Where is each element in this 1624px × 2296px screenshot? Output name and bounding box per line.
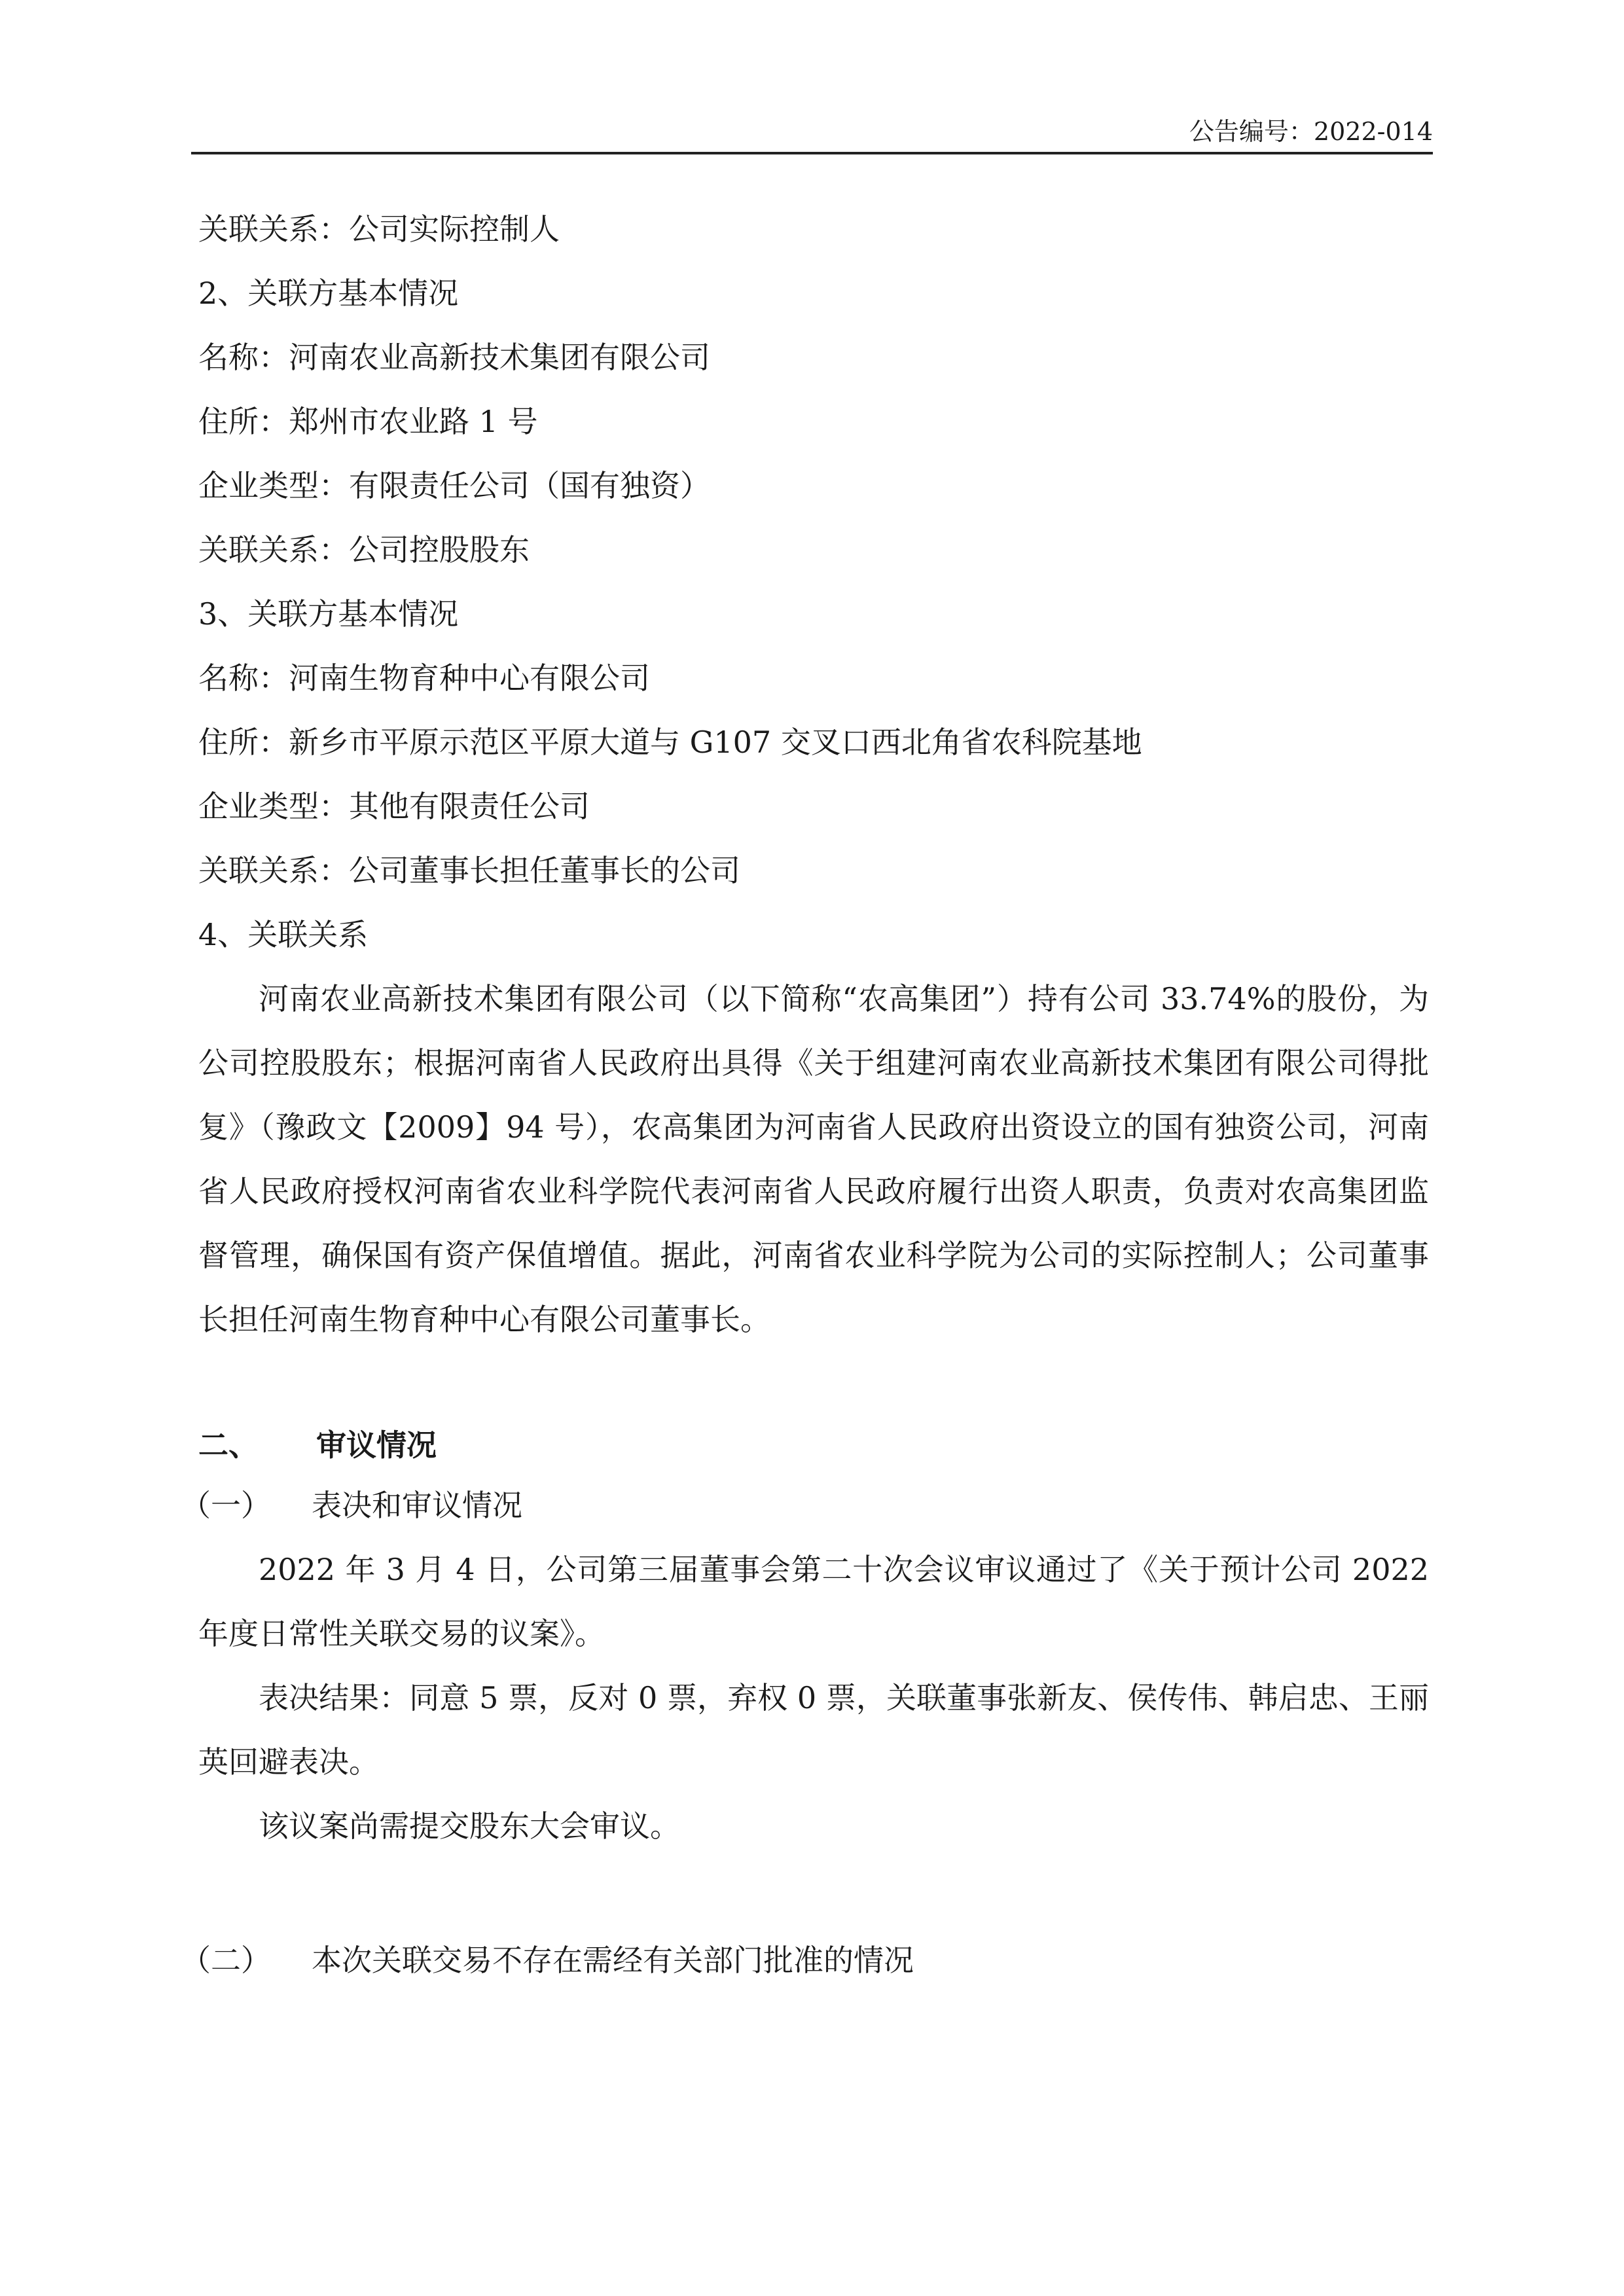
review-paragraph-2: 表决结果：同意 5 票，反对 0 票，弃权 0 票，关联董事张新友、侯传伟、韩启忠、王丽英回避表决。 (198, 1680, 1429, 1780)
party-3-type: 企业类型：其他有限责任公司 (198, 789, 590, 824)
review-paragraph-3: 该议案尚需提交股东大会审议。 (259, 1808, 680, 1844)
relation-line-1: 关联关系：公司实际控制人 (198, 211, 560, 247)
party-2-heading: 2、关联方基本情况 (198, 276, 459, 311)
party-2-address: 住所：郑州市农业路 1 号 (198, 404, 538, 439)
party-3-heading: 3、关联方基本情况 (198, 596, 459, 632)
party-2-relation: 关联关系：公司控股股东 (198, 532, 530, 567)
subsection-1-label: 表决和审议情况 (312, 1488, 522, 1523)
party-3-address: 住所：新乡市平原示范区平原大道与 G107 交叉口西北角省农科院基地 (198, 725, 1142, 760)
section-2-number: 二、 (198, 1427, 259, 1463)
party-3-relation: 关联关系：公司董事长担任董事长的公司 (198, 853, 740, 888)
party-2-name: 名称：河南农业高新技术集团有限公司 (198, 340, 710, 375)
subsection-2-title (181, 1939, 914, 1981)
subsection-1-title (181, 1484, 522, 1526)
section-2-label: 审议情况 (316, 1427, 437, 1463)
relation-paragraph: 河南农业高新技术集团有限公司（以下简称“农高集团”）持有公司 33.74%的股份，为公司控股股东；根据河南省人民政府出具得《关于组建河南农业高新技术集团有限公司得批复》（豫政文【2009】94 号），农高集团为河南省人民政府出资设立的国有独资公司，河南省人民政府授权河南省农业科学院代表河南省人民政府履行出资人职责，负责对农高集团监督管理，确保国有资产保值增值。据此，河南省农业科学院为公司的实际控制人；公司董事长担任河南生物育种中心有限公司董事长。 (198, 981, 1429, 1337)
section-2-title (198, 1424, 437, 1466)
party-3-name: 名称：河南生物育种中心有限公司 (198, 660, 650, 696)
header-divider (191, 152, 1433, 154)
party-2-type: 企业类型：有限责任公司（国有独资） (198, 468, 710, 503)
review-paragraph-1: 2022 年 3 月 4 日，公司第三届董事会第二十次会议审议通过了《关于预计公司 2022 年度日常性关联交易的议案》。 (198, 1552, 1429, 1651)
relation-heading: 4、关联关系 (198, 917, 369, 952)
notice-number: 公告编号：2022-014 (1189, 117, 1433, 146)
subsection-1-number: （一） (181, 1488, 271, 1523)
subsection-2-number: （二） (181, 1943, 271, 1978)
subsection-2-label: 本次关联交易不存在需经有关部门批准的情况 (312, 1943, 914, 1978)
